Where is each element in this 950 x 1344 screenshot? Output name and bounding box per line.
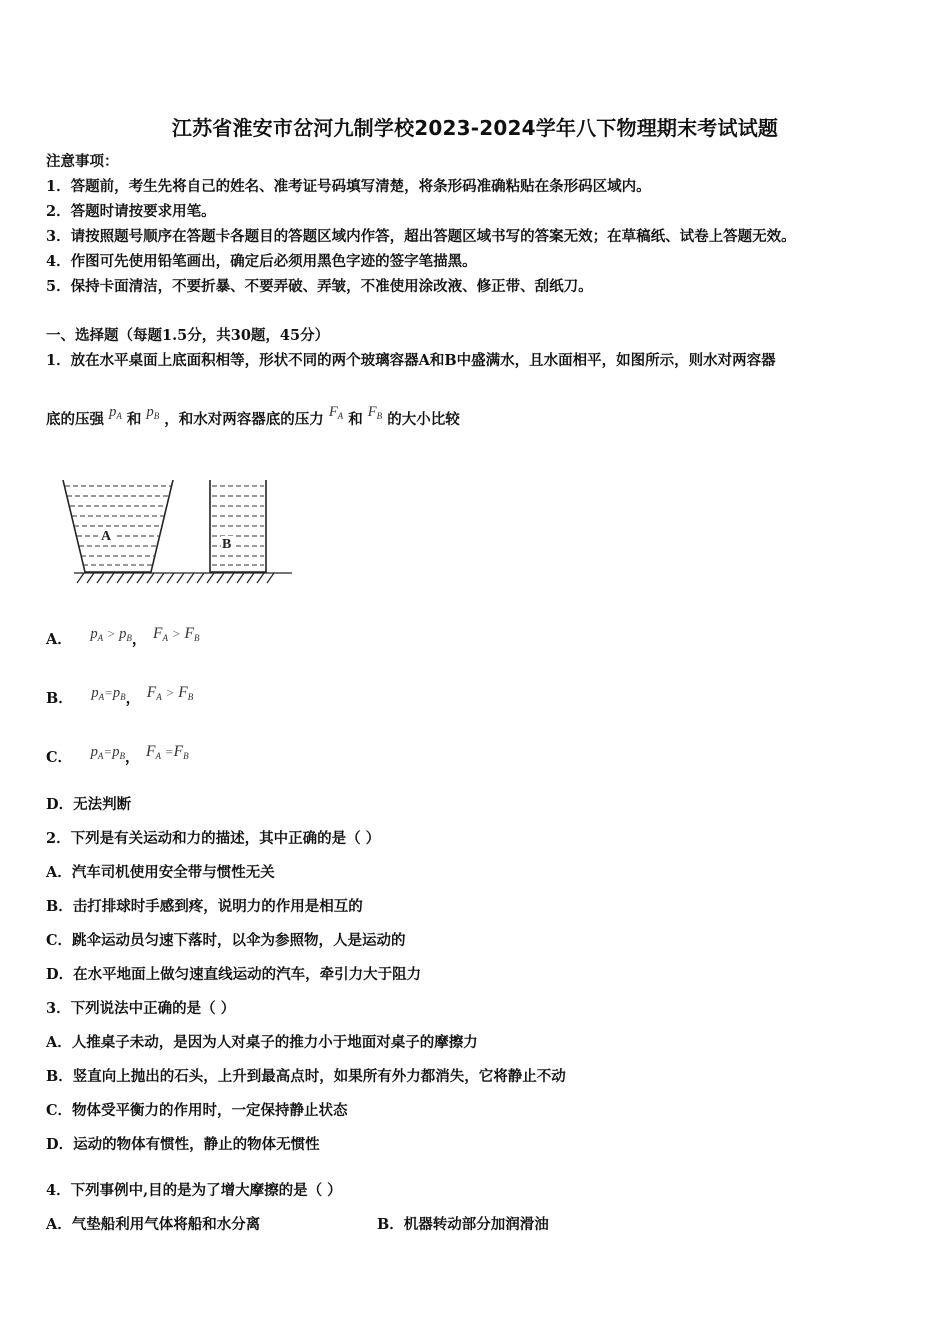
container-b [210, 480, 266, 572]
force-FA: $F_A$ [328, 404, 344, 421]
table-surface [74, 573, 292, 583]
q1-option-c: C． $p_A=p_B$， $F_A =F_B$ [46, 743, 189, 766]
notice-item: 5．保持卡面清洁，不要折暴、不要弄破、弄皱，不准使用涂改液、修正带、刮纸刀。 [46, 278, 593, 295]
notice-item: 4．作图可先使用铅笔画出，确定后必须用黑色字迹的签字笔描黑。 [46, 253, 477, 270]
q3-stem: 3．下列说法中正确的是（ ） [46, 1000, 236, 1017]
q3-option-d: D．运动的物体有惯性，静止的物体无惯性 [46, 1136, 320, 1153]
containers-figure [60, 472, 300, 592]
q1-option-d: D．无法判断 [46, 796, 132, 813]
q1-stem-line1: 1．放在水平桌面上底面积相等，形状不同的两个玻璃容器A和B中盛满水，且水面相平，如图所示，则水对两容器 [46, 352, 776, 369]
option-b-pressure: $p_A=p_B$ [91, 685, 126, 702]
q4-stem: 4．下列事例中,目的是为了增大摩擦的是（ ） [46, 1182, 342, 1199]
force-FB: $F_B$ [367, 404, 383, 421]
container-a-label: A [101, 529, 112, 544]
q1-option-b: B． $p_A=p_B$， $F_A > F_B$ [46, 684, 194, 707]
option-a-force: $F_A > F_B$ [153, 625, 200, 643]
notice-item: 2．答题时请按要求用笔。 [46, 203, 216, 220]
q1-option-a: A． $p_A > p_B$， $F_A > F_B$ [46, 625, 200, 648]
page-title: 江苏省淮安市岔河九制学校2023-2024学年八下物理期末考试试题 [171, 116, 779, 140]
notice-heading: 注意事项： [46, 153, 119, 170]
q3-option-b: B．竖直向上抛出的石头，上升到最高点时，如果所有外力都消失，它将静止不动 [46, 1068, 566, 1085]
q2-option-b: B．击打排球时手感到疼，说明力的作用是相互的 [46, 898, 363, 915]
container-a [63, 480, 173, 572]
q1-text: 的大小比较 [387, 411, 460, 428]
q2-stem: 2．下列是有关运动和力的描述，其中正确的是（ ） [46, 830, 381, 847]
pressure-pA: $p_A$ [109, 404, 122, 421]
option-a-pressure: $p_A > p_B$ [90, 626, 132, 643]
q3-option-c: C．物体受平衡力的作用时，一定保持静止状态 [46, 1102, 348, 1119]
q1-text: ，和水对两容器底的压力 [164, 411, 324, 428]
q2-option-c: C．跳伞运动员匀速下落时，以伞为参照物，人是运动的 [46, 932, 406, 949]
section-heading: 一、选择题（每题1.5分，共30题，45分） [46, 327, 330, 344]
pressure-pB: $p_B$ [146, 404, 160, 421]
option-c-pressure: $p_A=p_B$ [90, 744, 125, 761]
q3-option-a: A．人推桌子未动，是因为人对桌子的推力小于地面对桌子的摩擦力 [46, 1034, 478, 1051]
q4-option-b: B．机器转动部分加润滑油 [377, 1216, 549, 1233]
q1-stem-line2 [46, 404, 460, 438]
q1-text: 和 [126, 411, 142, 428]
notice-item: 3．请按照题号顺序在答题卡各题目的答题区域内作答，超出答题区域书写的答案无效；在草稿纸、试卷上答题无效。 [46, 228, 796, 245]
option-b-force: $F_A > F_B$ [146, 684, 194, 702]
q4-option-a: A．气垫船利用气体将船和水分离 [46, 1216, 261, 1233]
q1-text: 和 [348, 411, 363, 428]
q2-option-d: D．在水平地面上做匀速直线运动的汽车，牵引力大于阻力 [46, 966, 422, 983]
option-c-force: $F_A =F_B$ [146, 743, 189, 761]
q2-option-a: A．汽车司机使用安全带与惯性无关 [46, 864, 275, 881]
container-b-label: B [222, 537, 232, 552]
notice-item: 1．答题前，考生先将自己的姓名、准考证号码填写清楚，将条形码准确粘贴在条形码区域内。 [46, 178, 651, 195]
q1-text: 底的压强 [46, 411, 104, 428]
